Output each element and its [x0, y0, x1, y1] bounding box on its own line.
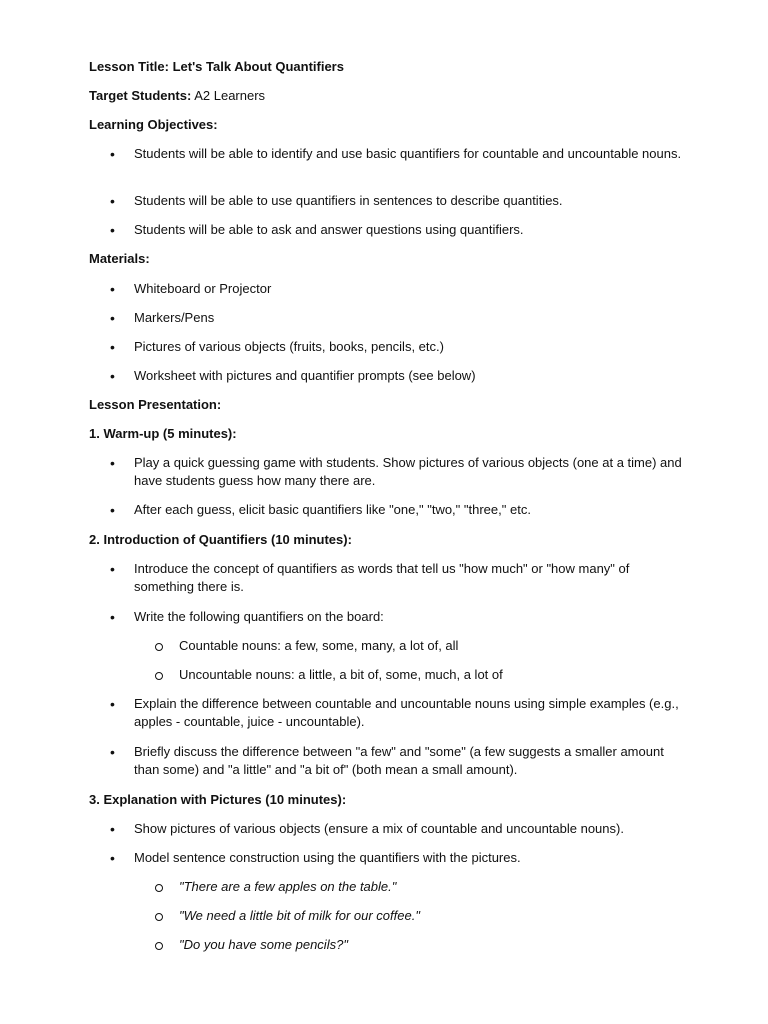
bullet-glyph: •: [110, 310, 115, 326]
material-item: Whiteboard or Projector: [134, 281, 272, 296]
circle-bullet-icon: [155, 884, 163, 892]
example-sentence: "We need a little bit of milk for our coffee.": [179, 908, 420, 923]
bullet-glyph: •: [110, 561, 115, 577]
warmup-item: After each guess, elicit basic quantifiers like "one," "two," "three," etc.: [134, 502, 531, 517]
lesson-title-line: [89, 58, 689, 76]
circle-bullet-icon: [155, 643, 163, 651]
bullet-glyph: •: [110, 222, 115, 238]
target-students-value: A2 Learners: [194, 88, 266, 103]
warmup-heading: 1. Warm-up (5 minutes):: [89, 426, 237, 441]
objective-item: Students will be able to use quantifiers in sentences to describe quantities.: [134, 193, 563, 208]
material-item: Pictures of various objects (fruits, books, pencils, etc.): [134, 339, 444, 354]
intro-heading: 2. Introduction of Quantifiers (10 minutes):: [89, 532, 352, 547]
bullet-glyph: •: [110, 339, 115, 355]
circle-bullet-icon: [155, 942, 163, 950]
presentation-heading: Lesson Presentation:: [89, 397, 222, 412]
bullet-glyph: •: [110, 696, 115, 712]
material-item: Markers/Pens: [134, 310, 215, 325]
lesson-title-value: Let's Talk About Quantifiers: [172, 59, 344, 74]
bullet-glyph: •: [110, 368, 115, 384]
target-students-line: [89, 87, 689, 105]
materials-heading: Materials:: [89, 251, 150, 266]
bullet-glyph: •: [110, 850, 115, 866]
bullet-glyph: •: [110, 146, 115, 162]
intro-subitem: Uncountable nouns: a little, a bit of, some, much, a lot of: [179, 667, 503, 682]
circle-bullet-icon: [155, 672, 163, 680]
intro-item: Write the following quantifiers on the board:: [134, 609, 384, 624]
bullet-glyph: •: [110, 455, 115, 471]
intro-item: Explain the difference between countable and uncountable nouns using simple examples (e.g., apples - countable, juice - uncountable).: [134, 696, 679, 729]
bullet-glyph: •: [110, 502, 115, 518]
objective-item: Students will be able to identify and use basic quantifiers for countable and uncountable nouns.: [134, 146, 682, 161]
pictures-heading: 3. Explanation with Pictures (10 minutes):: [89, 792, 347, 807]
pictures-item: Model sentence construction using the quantifiers with the pictures.: [134, 850, 521, 865]
intro-item: Introduce the concept of quantifiers as words that tell us "how much" or "how many" of something there is.: [134, 561, 630, 594]
example-sentence: "Do you have some pencils?": [179, 937, 348, 952]
example-sentence: "There are a few apples on the table.": [179, 879, 397, 894]
target-students-label: Target Students:: [89, 88, 192, 103]
circle-bullet-icon: [155, 913, 163, 921]
pictures-item: Show pictures of various objects (ensure a mix of countable and uncountable nouns).: [134, 821, 624, 836]
warmup-item: Play a quick guessing game with students. Show pictures of various objects (one at a time) and have students guess how many there are.: [134, 455, 682, 488]
bullet-glyph: •: [110, 609, 115, 625]
material-item: Worksheet with pictures and quantifier prompts (see below): [134, 368, 476, 383]
intro-item: Briefly discuss the difference between "a few" and "some" (a few suggests a smaller amount than some) and "a little" and "a bit of" (both mean a small amount).: [134, 744, 664, 777]
bullet-glyph: •: [110, 193, 115, 209]
lesson-title-label: Lesson Title:: [89, 59, 169, 74]
bullet-glyph: •: [110, 281, 115, 297]
bullet-glyph: •: [110, 821, 115, 837]
objectives-heading: Learning Objectives:: [89, 117, 218, 132]
objective-item: Students will be able to ask and answer questions using quantifiers.: [134, 222, 524, 237]
intro-subitem: Countable nouns: a few, some, many, a lot of, all: [179, 638, 459, 653]
bullet-glyph: •: [110, 744, 115, 760]
